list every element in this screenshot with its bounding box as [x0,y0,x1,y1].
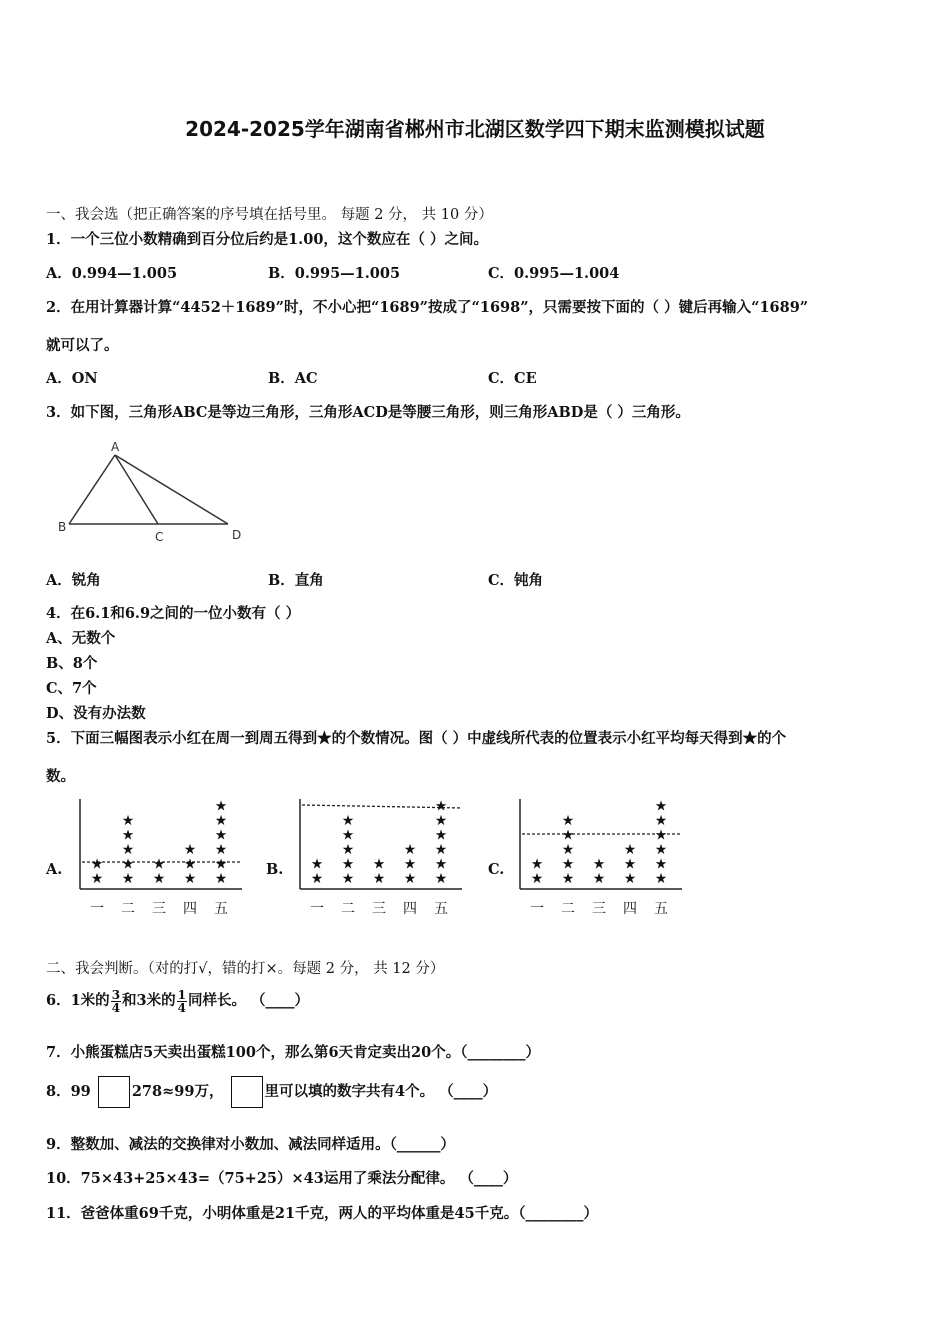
star-mark: ★ [121,871,135,887]
triangle-figure [55,435,255,547]
star-mark: ★ [310,871,324,887]
q5-option-b: B. [266,861,284,878]
q4-option-c: C、7个 [46,680,97,697]
section2-heading: 二、我会判断。（对的打√，错的打×。每题 2 分， 共 12 分） [46,961,445,977]
page-title: 2024-2025学年湖南省郴州市北湖区数学四下期末监测模拟试题 [185,117,765,141]
star-mark: ★ [341,813,355,829]
q11-statement: 11．爸爸体重69千克，小明体重是21千克，两人的平均体重是45千克。（________） [46,1205,598,1222]
star-mark: ★ [90,871,104,887]
label-c: C [155,530,164,544]
fraction-one-quarter: $\frac{1}{4}$ [177,987,186,1015]
star-mark: ★ [121,827,135,844]
q5-option-c: C. [488,861,505,878]
star-mark: ★ [592,871,606,887]
star-mark: ★ [654,842,668,858]
day-label: 一 [530,901,544,917]
q3-option-c: C．钝角 [488,572,544,589]
star-mark: ★ [121,856,135,873]
star-mark: ★ [623,856,637,873]
q1-stem: 1．一个三位小数精确到百分位后约是1.00，这个数应在（ ）之间。 [46,231,488,248]
star-mark: ★ [183,871,197,887]
star-mark: ★ [403,842,417,858]
q2-option-c: C．CE [488,370,537,387]
q2-option-b: B．AC [268,370,318,387]
star-mark: ★ [341,827,355,844]
q1-option-a: A．0.994—1.005 [46,265,178,282]
star-mark: ★ [561,871,575,887]
q2-stem-line1: 2．在用计算器计算“4452＋1689”时，不小心把“1689”按成了“1698”，只需要按下面的（ ）键后再输入“1689” [46,299,809,316]
day-label: 五 [434,901,448,917]
q10-statement: 10．75×43+25×43=（75+25）×43运用了乘法分配律。 （____） [46,1170,518,1187]
star-mark: ★ [561,856,575,873]
day-label: 三 [372,901,386,917]
q3-option-b: B．直角 [268,572,324,589]
day-label: 四 [623,901,637,917]
star-mark: ★ [403,856,417,873]
star-mark: ★ [434,871,448,887]
star-mark: ★ [214,842,228,858]
star-mark: ★ [623,871,637,887]
star-mark: ★ [214,827,228,844]
star-mark: ★ [561,827,575,844]
q4-option-b: B、8个 [46,655,98,672]
q2-option-a: A．ON [46,370,98,387]
q4-option-a: A、无数个 [46,630,116,647]
star-mark: ★ [654,813,668,829]
fraction-three-quarters: $\frac{3}{4}$ [111,987,121,1015]
q8-part2: 278≈99万， [131,1083,224,1100]
star-mark: ★ [310,856,324,873]
day-label: 三 [152,901,166,917]
star-mark: ★ [623,842,637,858]
star-mark: ★ [90,856,104,873]
q8-statement [46,1075,497,1109]
star-mark: ★ [530,871,544,887]
star-mark: ★ [434,813,448,829]
star-mark: ★ [530,856,544,873]
pictograph-b [290,795,470,923]
pictograph-a [70,795,250,923]
q5-stem-line1: 5．下面三幅图表示小红在周一到周五得到★的个数情况。图（ ）中虚线所代表的位置表示小红平均每天得到★的个 [46,730,787,747]
q8-part3: 里可以填的数字共有4个。 （____） [264,1083,498,1100]
day-label: 五 [214,901,228,917]
q9-statement: 9．整数加、减法的交换律对小数加、减法同样适用。（______） [46,1136,455,1153]
star-mark: ★ [372,871,386,887]
star-mark: ★ [434,827,448,844]
day-label: 一 [90,901,104,917]
q4-option-d: D、没有办法数 [46,705,146,722]
star-mark: ★ [341,871,355,887]
q5-option-a: A. [46,861,63,878]
star-mark: ★ [214,798,228,815]
blank-box[interactable] [98,1076,130,1108]
q6-part2: 和3米的 [122,992,176,1009]
star-mark: ★ [214,856,228,873]
day-label: 二 [561,901,575,917]
star-mark: ★ [434,856,448,873]
q6-part1: 6．1米的 [46,992,110,1009]
q4-stem: 4．在6.1和6.9之间的一位小数有（ ） [46,605,301,622]
star-mark: ★ [561,813,575,829]
star-mark: ★ [434,798,448,815]
day-label: 一 [310,901,324,917]
section1-heading: 一、我会选（把正确答案的序号填在括号里。 每题 2 分， 共 10 分） [46,207,493,223]
star-mark: ★ [654,856,668,873]
star-mark: ★ [152,871,166,887]
day-label: 二 [121,901,135,917]
q1-option-c: C．0.995—1.004 [488,265,620,282]
q6-statement [46,978,309,1024]
q3-stem: 3．如下图，三角形ABC是等边三角形，三角形ACD是等腰三角形，则三角形ABD是（ ）三角形。 [46,404,690,421]
star-mark: ★ [403,871,417,887]
day-label: 五 [654,901,668,917]
q6-part3: 同样长。 （____） [188,992,310,1009]
star-mark: ★ [592,856,606,873]
star-mark: ★ [121,813,135,829]
star-mark: ★ [121,842,135,858]
star-mark: ★ [183,856,197,873]
star-mark: ★ [183,842,197,858]
q3-option-a: A．锐角 [46,572,101,589]
q7-statement: 7．小熊蛋糕店5天卖出蛋糕100个，那么第6天肯定卖出20个。（________） [46,1044,540,1061]
day-label: 二 [341,901,355,917]
q8-part1: 8．99 [46,1083,91,1100]
label-d: D [232,528,242,542]
day-label: 四 [403,901,417,917]
day-label: 四 [183,901,197,917]
q1-option-b: B．0.995—1.005 [268,265,401,282]
label-b: B [58,520,67,534]
star-mark: ★ [654,827,668,844]
pictograph-c [510,795,690,923]
star-mark: ★ [341,856,355,873]
star-mark: ★ [152,856,166,873]
label-a: A [111,440,120,454]
q5-stem-line2: 数。 [46,768,75,785]
star-mark: ★ [654,871,668,887]
star-mark: ★ [341,842,355,858]
q2-stem-line2: 就可以了。 [46,337,119,354]
blank-box[interactable] [231,1076,263,1108]
star-mark: ★ [214,813,228,829]
star-mark: ★ [561,842,575,858]
day-label: 三 [592,901,606,917]
star-mark: ★ [434,842,448,858]
star-mark: ★ [214,871,228,887]
star-mark: ★ [654,798,668,815]
star-mark: ★ [372,856,386,873]
